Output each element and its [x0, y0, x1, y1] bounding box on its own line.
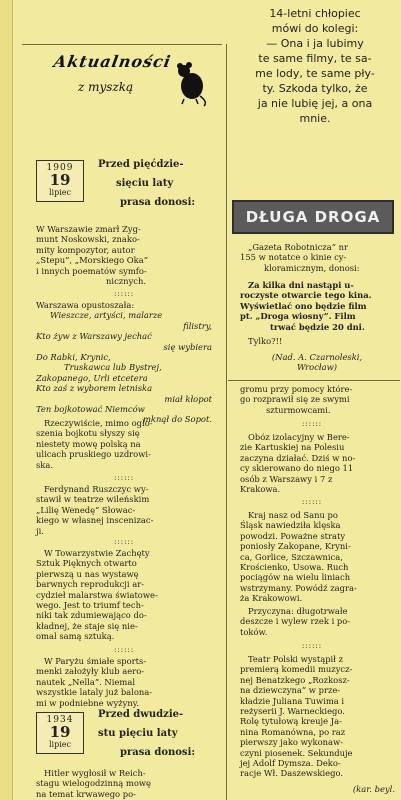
text-line: „Gazeta Robotnicza” nr [248, 242, 349, 252]
joke-paragraph [234, 6, 396, 126]
text-line: te same filmy, te sa- [258, 52, 372, 65]
top-rule [22, 44, 222, 45]
text-line: mnie. [299, 112, 331, 125]
headline-line: Przed dwudzie- [98, 709, 184, 720]
text-line: (Nad. A. Czarnoleski, [271, 352, 363, 362]
text-line: Teatr Polski wystąpił z [248, 654, 344, 664]
text-line: W Warszawie zmarł Zyg- [36, 224, 141, 234]
text-line: pociągów na wielu liniach [240, 572, 351, 583]
text-line: filistry, [183, 320, 212, 331]
article-ruszczyc [36, 484, 212, 536]
text-line: trwać będzie 20 dni. [270, 321, 365, 332]
text-line: Ten bojkotować Niemców [36, 404, 145, 415]
text-line: Warszawa opustoszała: [36, 300, 135, 310]
text-line: kładnej, że staje się nie- [36, 620, 138, 631]
article-bereza [240, 432, 394, 494]
separator: :::::: [114, 538, 135, 546]
text-line: niki tak zdumiewająco do- [36, 610, 147, 621]
text-line: Za kilka dni nastąpi u- [248, 280, 354, 290]
text-line: kloramicznym, donosi: [264, 262, 360, 273]
text-line: zaczyna działać. Dziś w no- [240, 452, 356, 463]
text-line: wszystkie lataly już balona- [36, 687, 153, 698]
separator: :::::: [302, 498, 323, 506]
date-year: 1909 [46, 163, 74, 173]
text-line: Wrocław) [296, 362, 338, 373]
article-zacheta [36, 548, 212, 642]
text-line: stagu wielogodzinną mowę [36, 778, 152, 789]
text-line: Kraj nasz od Sanu po [248, 510, 338, 520]
text-line: Sztuk Pięknych otwarto [36, 558, 137, 569]
text-line: Do Rabki, Krynic, [36, 352, 111, 363]
text-line: pierwszy jako wykonaw- [240, 737, 344, 748]
text-line: poniosły Zakopane, Kryni- [240, 541, 351, 552]
date-month: lipiec [48, 188, 71, 197]
text-line: deszcze i wylew rzek i po- [240, 616, 351, 627]
text-line: „Lilię Wenedę” Słowac- [36, 504, 136, 515]
article-hitler-cont [240, 384, 394, 415]
date-month: lipiec [48, 740, 71, 749]
text-line: na temat krwawego po- [36, 788, 136, 799]
separator: :::::: [114, 474, 135, 482]
headline-1909 [98, 158, 195, 209]
article-sopot [36, 418, 212, 470]
text-line: powodzi. Poważne straty [240, 530, 346, 541]
text-line: mi w podniebne wyżyny. [36, 697, 139, 708]
text-line: ca, Gorlice, Szczawnica, [240, 551, 343, 562]
article-gazeta-quote [240, 280, 394, 332]
article-powodz [240, 510, 394, 604]
text-line: cy skierowano do niego 11 [240, 463, 354, 474]
text-line: czyni piosenek. Sekunduje [240, 747, 353, 758]
text-line: W Paryżu śmiałe sports- [44, 656, 147, 666]
text-line: toków. [240, 626, 268, 637]
text-line: W Towarzystwie Zachęty [44, 548, 150, 558]
text-line: ja nie lubię jej, a ona [257, 97, 373, 110]
headline-line: sięciu laty [116, 178, 174, 189]
section-heading [54, 52, 202, 112]
text-line: osób z Warszawy i 7 z [240, 473, 333, 484]
article-warszawa [36, 300, 212, 425]
text-line: gromu przy pomocy które- [240, 384, 353, 394]
text-line: ulicach pruskiego uzdrowi- [36, 449, 151, 460]
text-line: na dziewczyna” w prze- [240, 685, 341, 696]
text-line: pt. „Droga wiosny”. Film [240, 311, 356, 322]
article-przyczyna [240, 606, 394, 637]
text-line: ża Krakowowi. [240, 593, 303, 604]
text-line: roczyste otwarcie tego kina. [240, 290, 372, 301]
text-line: nej Benatzkego „Rozkosz- [240, 674, 350, 685]
reader-signature [240, 352, 394, 373]
text-line: cydzieł malarstwa światowe- [36, 589, 158, 600]
headline-line: prasa donosi: [120, 747, 196, 758]
date-stamp-1909 [36, 160, 84, 202]
separator: :::::: [114, 646, 135, 654]
article-noskowski [36, 224, 212, 286]
text-line: Hitler wygłosił w Reich- [44, 768, 146, 778]
headline-line: stu pięciu laty [98, 728, 178, 739]
text-line: nautek „Nella”. Niemal [36, 676, 135, 687]
text-line: zie Kartuskiej na Polesiu [240, 442, 345, 453]
text-line: ska. [36, 459, 54, 470]
text-line: Obóz izolacyjny w Bere- [248, 432, 350, 442]
headline-line: Przed pięćdzie- [98, 159, 184, 170]
text-line: premierą komedii muzycz- [240, 664, 353, 675]
separator: :::::: [302, 420, 323, 428]
headline-line: prasa donosi: [120, 197, 196, 208]
separator: :::::: [302, 642, 323, 650]
text-line: miał kłopot [164, 393, 212, 404]
text-line: go rozprawił się ze swymi [240, 394, 350, 405]
date-day: 19 [49, 171, 71, 189]
text-line: mknął do Sopot. [142, 414, 212, 425]
text-line: Wieszcze, artyści, malarze [50, 310, 163, 321]
text-line: kładzie Juliana Tuwima i [240, 695, 345, 706]
date-day: 19 [49, 723, 71, 741]
author-signature: (kar. beyl. [352, 784, 395, 794]
text-line: Rzeczywiście, mimo ogło- [44, 418, 153, 428]
text-line: „Stepu”, „Morskiego Oka” [36, 255, 149, 266]
text-line: 14-letni chłopiec [269, 7, 361, 20]
text-line: reżyserii J. Warneckiego. [240, 706, 345, 717]
text-line: Krościenko, Usowa. Ruch [240, 562, 349, 573]
heading-subtitle: z myszką [78, 80, 134, 94]
article-hitler [36, 768, 212, 799]
text-line: się wybiera [163, 341, 212, 352]
text-line: Ferdynand Ruszczyc wy- [44, 484, 149, 494]
text-line: Truskawca lub Bystrej, [64, 362, 162, 373]
dluga-droga-heading: DŁUGA DROGA [232, 200, 394, 234]
article-gazeta [240, 242, 394, 273]
text-line: Przyczyna: długotrwałe [248, 606, 348, 616]
text-line: Krakowa. [240, 484, 281, 495]
text-line: jej Adolf Dymsza. Deko- [240, 758, 341, 769]
text-line: szturmowcami. [266, 404, 331, 415]
text-line: Kto żyw z Warszawy jechać [36, 331, 152, 342]
text-line: mówi do kolegi: [271, 22, 359, 35]
right-rule [228, 380, 400, 381]
article-aeronautki [36, 656, 212, 708]
text-line: menki założyły klub aero- [36, 666, 145, 677]
text-line: ty. Szkoda tylko, że [262, 82, 368, 95]
separator: :::::: [114, 290, 135, 298]
text-line: munt Noskowski, znako- [36, 234, 140, 245]
text-line: szenia bojkotu słyszy się [36, 428, 140, 439]
text-line: Rolę tytułową kreuje Ja- [240, 716, 342, 727]
date-stamp-1934 [36, 712, 84, 754]
text-line: racje Wł. Daszewskiego. [240, 768, 344, 779]
text-line: pierwszą u nas wystawę [36, 568, 139, 579]
text-line: kiego w własnej inscenizac- [36, 515, 154, 526]
text-line: ji. [36, 525, 44, 536]
article-teatr [240, 654, 394, 779]
text-line: wstrzymany. Powódź zagra- [240, 582, 357, 593]
tylko-line: Tylko?!! [248, 336, 283, 346]
column-divider [226, 44, 227, 800]
heading-title: Aktualności [52, 52, 173, 71]
text-line: nicznych. [106, 276, 147, 287]
text-line: nina Romanówna, po raz [240, 726, 346, 737]
text-line: omal samą sztuką. [36, 631, 115, 642]
text-line: — Ona i ja lubimy [266, 37, 364, 50]
text-line: Śląsk nawiedziła klęska [240, 520, 341, 531]
text-line: me lody, te same pły- [255, 67, 375, 80]
headline-1934 [98, 708, 195, 759]
page-edge [0, 0, 13, 800]
text-line: i innych poematów symfo- [36, 265, 147, 276]
text-line: Kto zaś z wyborem letniska [36, 383, 153, 394]
text-line: stawił w teatrze wileńskim [36, 494, 150, 505]
text-line: 155 w notatce o kinie cy- [240, 252, 347, 263]
text-line: Zakopanego, Urli etcetera [36, 372, 148, 383]
text-line: niestety mowę polską na [36, 438, 141, 449]
text-line: wego. Jest to triumf tech- [36, 600, 144, 611]
mouse-icon [170, 58, 210, 108]
text-line: mity kompozytor, autor [36, 244, 135, 255]
text-line: barwnych reprodukcji ar- [36, 579, 145, 590]
date-year: 1934 [46, 715, 74, 725]
text-line: Wyświetlać ono będzie film [240, 300, 367, 311]
